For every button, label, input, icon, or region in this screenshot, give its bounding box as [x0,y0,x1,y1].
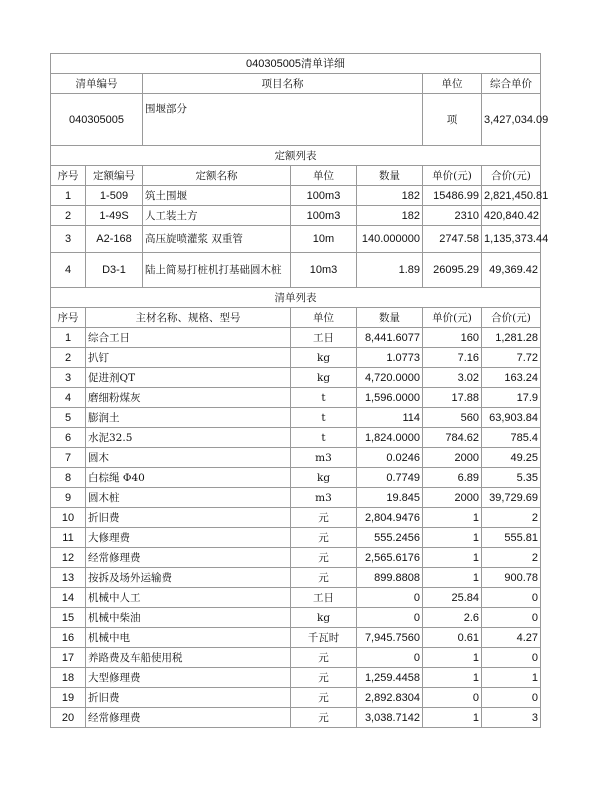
quota-qty: 140.000000 [357,226,423,253]
material-row [51,648,541,668]
material-seq: 9 [51,488,86,508]
material-qty: 7,945.7560 [357,628,423,648]
bill-name-header: 项目名称 [143,74,423,94]
material-unit-price: 1 [423,648,482,668]
material-row [51,488,541,508]
material-unit-price: 1 [423,668,482,688]
material-seq: 15 [51,608,86,628]
material-seq: 19 [51,688,86,708]
quota-code: 1-49S [86,206,143,226]
material-total: 17.9 [482,388,541,408]
material-name: 膨润土 [86,408,291,428]
material-total: 0 [482,588,541,608]
material-unit-price: 1 [423,708,482,728]
material-name-header: 主材名称、规格、型号 [86,308,291,328]
material-unit: 元 [291,508,357,528]
material-name: 机械中电 [86,628,291,648]
material-unit-price: 560 [423,408,482,428]
material-name: 大修理费 [86,528,291,548]
quota-total: 1,135,373.44 [482,226,541,253]
material-unit: 工日 [291,328,357,348]
material-seq: 6 [51,428,86,448]
quota-unit: 100m3 [291,186,357,206]
quota-qty-header: 数量 [357,166,423,186]
quota-total: 2,821,450.81 [482,186,541,206]
material-qty: 114 [357,408,423,428]
material-unit-price: 160 [423,328,482,348]
material-seq: 13 [51,568,86,588]
material-row [51,688,541,708]
material-unit-price: 1 [423,508,482,528]
material-section-title: 清单列表 [51,288,541,308]
material-qty: 2,892.8304 [357,688,423,708]
material-unit: 元 [291,708,357,728]
material-total: 785.4 [482,428,541,448]
material-unit-price: 3.02 [423,368,482,388]
bill-detail-sheet [50,53,549,728]
material-row [51,528,541,548]
material-qty: 4,720.0000 [357,368,423,388]
material-name: 圆木桩 [86,488,291,508]
material-unit: 元 [291,668,357,688]
material-unit: kg [291,368,357,388]
material-name: 机械中柴油 [86,608,291,628]
material-seq: 3 [51,368,86,388]
quota-unit-header: 单位 [291,166,357,186]
material-unit-price: 0.61 [423,628,482,648]
material-seq: 16 [51,628,86,648]
bill-price: 3,427,034.09 [482,94,541,146]
material-unit-price: 784.62 [423,428,482,448]
quota-section-title: 定额列表 [51,146,541,166]
quota-seq: 4 [51,253,86,288]
material-seq: 1 [51,328,86,348]
material-total: 1,281.28 [482,328,541,348]
material-total: 0 [482,608,541,628]
material-unit-price: 2.6 [423,608,482,628]
material-seq: 11 [51,528,86,548]
quota-total: 49,369.42 [482,253,541,288]
material-name: 养路费及车船使用税 [86,648,291,668]
quota-row [51,206,541,226]
quota-seq: 3 [51,226,86,253]
quota-row [51,253,541,288]
material-unit: kg [291,468,357,488]
material-qty: 0.0246 [357,448,423,468]
quota-unit: 10m3 [291,253,357,288]
bill-code-header: 清单编号 [51,74,143,94]
quota-unit: 100m3 [291,206,357,226]
material-name: 白棕绳 Φ40 [86,468,291,488]
material-name: 折旧费 [86,508,291,528]
material-seq: 4 [51,388,86,408]
material-name: 按拆及场外运输费 [86,568,291,588]
material-unit: 元 [291,648,357,668]
material-unit-price: 1 [423,548,482,568]
material-unit: m3 [291,488,357,508]
material-row [51,388,541,408]
material-unit: 元 [291,528,357,548]
material-name: 综合工日 [86,328,291,348]
material-unit: 工日 [291,588,357,608]
material-row [51,348,541,368]
material-seq: 8 [51,468,86,488]
quota-seq: 2 [51,206,86,226]
material-row [51,708,541,728]
quota-name: 陆上简易打桩机打基础圆木桩 [143,253,291,288]
material-total: 4.27 [482,628,541,648]
material-row [51,448,541,468]
material-qty: 1,824.0000 [357,428,423,448]
material-name: 圆木 [86,448,291,468]
quota-unit-price: 26095.29 [423,253,482,288]
material-row [51,428,541,448]
material-name: 促进剂QT [86,368,291,388]
quota-code: A2-168 [86,226,143,253]
material-row [51,568,541,588]
material-unit-header: 单位 [291,308,357,328]
material-row [51,508,541,528]
quota-seq: 1 [51,186,86,206]
material-seq: 14 [51,588,86,608]
material-unit-price: 2000 [423,488,482,508]
quota-qty: 1.89 [357,253,423,288]
material-unit: kg [291,348,357,368]
material-name: 机械中人工 [86,588,291,608]
material-unit: t [291,388,357,408]
material-name: 磨细粉煤灰 [86,388,291,408]
material-total: 39,729.69 [482,488,541,508]
material-unit: 千瓦时 [291,628,357,648]
material-qty: 0 [357,608,423,628]
material-qty: 3,038.7142 [357,708,423,728]
quota-name: 人工装土方 [143,206,291,226]
material-qty: 0.7749 [357,468,423,488]
quota-total: 420,840.42 [482,206,541,226]
material-total: 555.81 [482,528,541,548]
material-unit-price: 1 [423,568,482,588]
material-qty: 1,596.0000 [357,388,423,408]
material-row [51,608,541,628]
quota-code-header: 定额编号 [86,166,143,186]
material-unit-price: 2000 [423,448,482,468]
material-unit-price: 1 [423,528,482,548]
material-total: 163.24 [482,368,541,388]
quota-unit-price: 15486.99 [423,186,482,206]
material-row [51,668,541,688]
material-row [51,468,541,488]
material-total: 900.78 [482,568,541,588]
quota-unit-price: 2747.58 [423,226,482,253]
quota-total-header: 合价(元) [482,166,541,186]
material-qty: 19.845 [357,488,423,508]
material-row [51,588,541,608]
material-seq-header: 序号 [51,308,86,328]
material-total: 63,903.84 [482,408,541,428]
quota-qty: 182 [357,206,423,226]
material-total: 49.25 [482,448,541,468]
material-unit: 元 [291,688,357,708]
material-total: 2 [482,548,541,568]
material-name: 经常修理费 [86,548,291,568]
material-total: 7.72 [482,348,541,368]
material-seq: 7 [51,448,86,468]
material-total: 2 [482,508,541,528]
bill-detail-table [50,53,549,728]
material-unit-price: 6.89 [423,468,482,488]
bill-unit: 项 [423,94,482,146]
material-total: 5.35 [482,468,541,488]
material-row [51,628,541,648]
material-qty: 899.8808 [357,568,423,588]
quota-row [51,226,541,253]
material-row [51,408,541,428]
material-seq: 5 [51,408,86,428]
material-qty: 1,259.4458 [357,668,423,688]
material-qty: 0 [357,648,423,668]
quota-qty: 182 [357,186,423,206]
quota-name-header: 定额名称 [143,166,291,186]
quota-name: 高压旋喷灌浆 双重管 [143,226,291,253]
material-unit: m3 [291,448,357,468]
material-qty: 1.0773 [357,348,423,368]
material-unit: 元 [291,548,357,568]
quota-name: 筑土围堰 [143,186,291,206]
quota-unit-price-header: 单价(元) [423,166,482,186]
material-total: 0 [482,648,541,668]
quota-unit-price: 2310 [423,206,482,226]
material-seq: 10 [51,508,86,528]
material-total: 3 [482,708,541,728]
material-total: 0 [482,688,541,708]
material-name: 扒钉 [86,348,291,368]
material-qty: 8,441.6077 [357,328,423,348]
material-seq: 17 [51,648,86,668]
material-unit: t [291,428,357,448]
material-qty: 2,565.6176 [357,548,423,568]
bill-unit-header: 单位 [423,74,482,94]
bill-price-header: 综合单价 [482,74,541,94]
material-name: 水泥32.5 [86,428,291,448]
bill-name: 围堰部分 [143,94,423,146]
material-name: 折旧费 [86,688,291,708]
material-unit-price: 25.84 [423,588,482,608]
material-unit-price: 7.16 [423,348,482,368]
material-row [51,328,541,348]
quota-code: D3-1 [86,253,143,288]
material-unit: t [291,408,357,428]
material-seq: 12 [51,548,86,568]
material-total-header: 合价(元) [482,308,541,328]
material-name: 经常修理费 [86,708,291,728]
material-seq: 18 [51,668,86,688]
sheet-title: 040305005清单详细 [51,54,541,74]
quota-row [51,186,541,206]
quota-seq-header: 序号 [51,166,86,186]
material-name: 大型修理费 [86,668,291,688]
material-row [51,368,541,388]
quota-unit: 10m [291,226,357,253]
material-qty: 0 [357,588,423,608]
material-total: 1 [482,668,541,688]
material-qty: 555.2456 [357,528,423,548]
material-unit-price: 0 [423,688,482,708]
material-unit-price: 17.88 [423,388,482,408]
material-row [51,548,541,568]
material-unit: kg [291,608,357,628]
material-seq: 20 [51,708,86,728]
material-unit: 元 [291,568,357,588]
material-unit-price-header: 单价(元) [423,308,482,328]
quota-code: 1-509 [86,186,143,206]
bill-code: 040305005 [51,94,143,146]
material-qty: 2,804.9476 [357,508,423,528]
material-seq: 2 [51,348,86,368]
material-qty-header: 数量 [357,308,423,328]
